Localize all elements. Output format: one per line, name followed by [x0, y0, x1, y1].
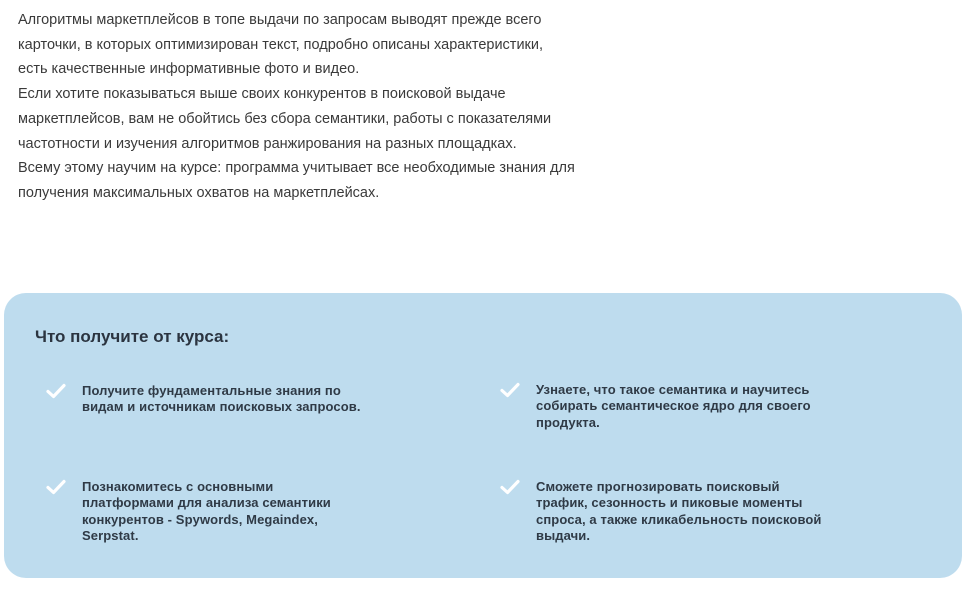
- benefit-line: спроса, а также кликабельность поисковой: [536, 511, 822, 527]
- benefit-line: трафик, сезонность и пиковые моменты: [536, 495, 803, 511]
- benefit-text: [536, 479, 836, 544]
- benefit-line: конкурентов - Spywords, Megaindex,: [82, 511, 318, 527]
- intro-text: [18, 8, 658, 206]
- benefit-line: Познакомитесь с основными: [82, 479, 274, 494]
- benefit-line: Serpstat.: [82, 527, 139, 543]
- benefits-title: Что получите от курса:: [35, 327, 230, 346]
- intro-line: есть качественные информативные фото и видео.: [18, 61, 360, 78]
- benefit-line: Получите фундаментальные знания по: [82, 383, 341, 398]
- intro-line: получения максимальных охватов на маркетплейсах.: [18, 184, 380, 201]
- benefit-text: [82, 383, 382, 416]
- benefit-line: продукта.: [536, 414, 600, 430]
- benefit-line: платформами для анализа семантики: [82, 495, 331, 511]
- benefit-text: [82, 479, 382, 544]
- benefits-panel: [4, 293, 962, 578]
- check-icon: [500, 382, 520, 398]
- benefit-line: видам и источникам поисковых запросов.: [82, 399, 361, 415]
- benefit-line: выдачи.: [536, 527, 591, 543]
- intro-line: маркетплейсов, вам не обойтись без сбора семантики, работы с показателями: [18, 110, 552, 127]
- benefit-line: Сможете прогнозировать поисковый: [536, 479, 780, 494]
- check-icon: [46, 479, 66, 495]
- intro-line: Алгоритмы маркетплейсов в топе выдачи по запросам выводят прежде всего: [18, 12, 542, 28]
- check-icon: [46, 383, 66, 399]
- check-icon: [500, 479, 520, 495]
- benefit-line: собирать семантическое ядро для своего: [536, 398, 811, 414]
- benefit-line: Узнаете, что такое семантика и научитесь: [536, 382, 810, 397]
- intro-line: частотности и изучения алгоритмов ранжирования на разных площадках.: [18, 135, 517, 152]
- benefit-text: [536, 382, 836, 431]
- intro-line: карточки, в которых оптимизирован текст, подробно описаны характеристики,: [18, 36, 544, 53]
- intro-line: Всему этому научим на курсе: программа учитывает все необходимые знания для: [18, 160, 575, 177]
- intro-line: Если хотите показываться выше своих конкурентов в поисковой выдаче: [18, 86, 506, 103]
